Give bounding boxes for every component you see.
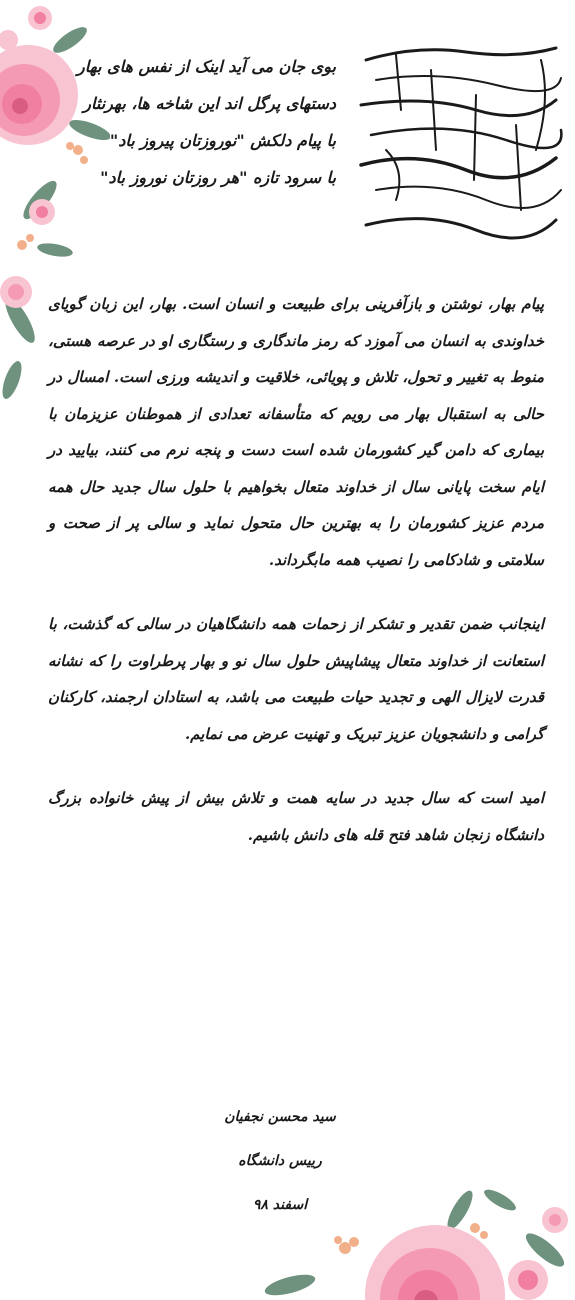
signature-title: رییس دانشگاه	[238, 1153, 322, 1169]
signature-date: اسفند ۹۸	[252, 1197, 308, 1213]
message-paragraph: امید است که سال جدید در سایه همت و تلاش بیش از پیش خانواده بزرگ دانشگاه زنجان شاهد فتح قله های دانش باشیم.	[48, 789, 544, 844]
poem-line: بوی جان می آید اینک از نفس های بهار	[77, 57, 336, 76]
signature-name: سید محسن نجفیان	[224, 1109, 336, 1125]
floral-decoration-bottom-right	[260, 1180, 575, 1300]
message-body	[48, 286, 544, 881]
poem-line: دستهای پرگل اند این شاخه ها، بهرنثار	[83, 94, 336, 113]
calligraphy-artwork	[356, 40, 566, 250]
message-paragraph: اینجانب ضمن تقدیر و تشکر از زحمات همه دانشگاهیان در سالی که گذشت، با استعانت از خداوند متعال پیشاپیش حلول سال نو و بهار پرطراوت را که نشانه قدرت لایزال الهی و تجدید حیات طبیعت می باشد، به استادان ارجمند، کارکنان گرامی و دانشجویان عزیز تبریک و تهنیت عرض می نمایم.	[48, 615, 545, 743]
poem-line: با سرود تازه "هر روزتان نوروز باد"	[100, 168, 336, 187]
poem-line: با پیام دلکش "نوروزتان پیروز باد"	[109, 131, 336, 150]
message-paragraph: پیام بهار، نوشتن و بازآفرینی برای طبیعت و انسان است. بهار، این زبان گویای خداوندی به انسان می آموزد که رمز ماندگاری و رستگاری او در عرصه هستی، منوط به تغییر و تحول، تلاش و پویائی، خلاقیت و اندیشه ورزی است. امسال در حالی به استقبال بهار می رویم که متأسفانه تعدادی از هموطنان عزیزمان با بیماری که دامن گیر کشورمان شده است دست و پنجه نرم می کنند، بیایید در ایام سخت پایانی سال از خداوند متعال بخواهیم با حلول سال جدید حال همه مردم عزیز کشورمان را به بهترین حال متحول نماید و سالی پر از صحت و سلامتی و شادکامی را نصیب همه مابگرداند.	[48, 295, 544, 569]
poem-block	[77, 48, 336, 196]
rose-icon	[0, 45, 78, 145]
